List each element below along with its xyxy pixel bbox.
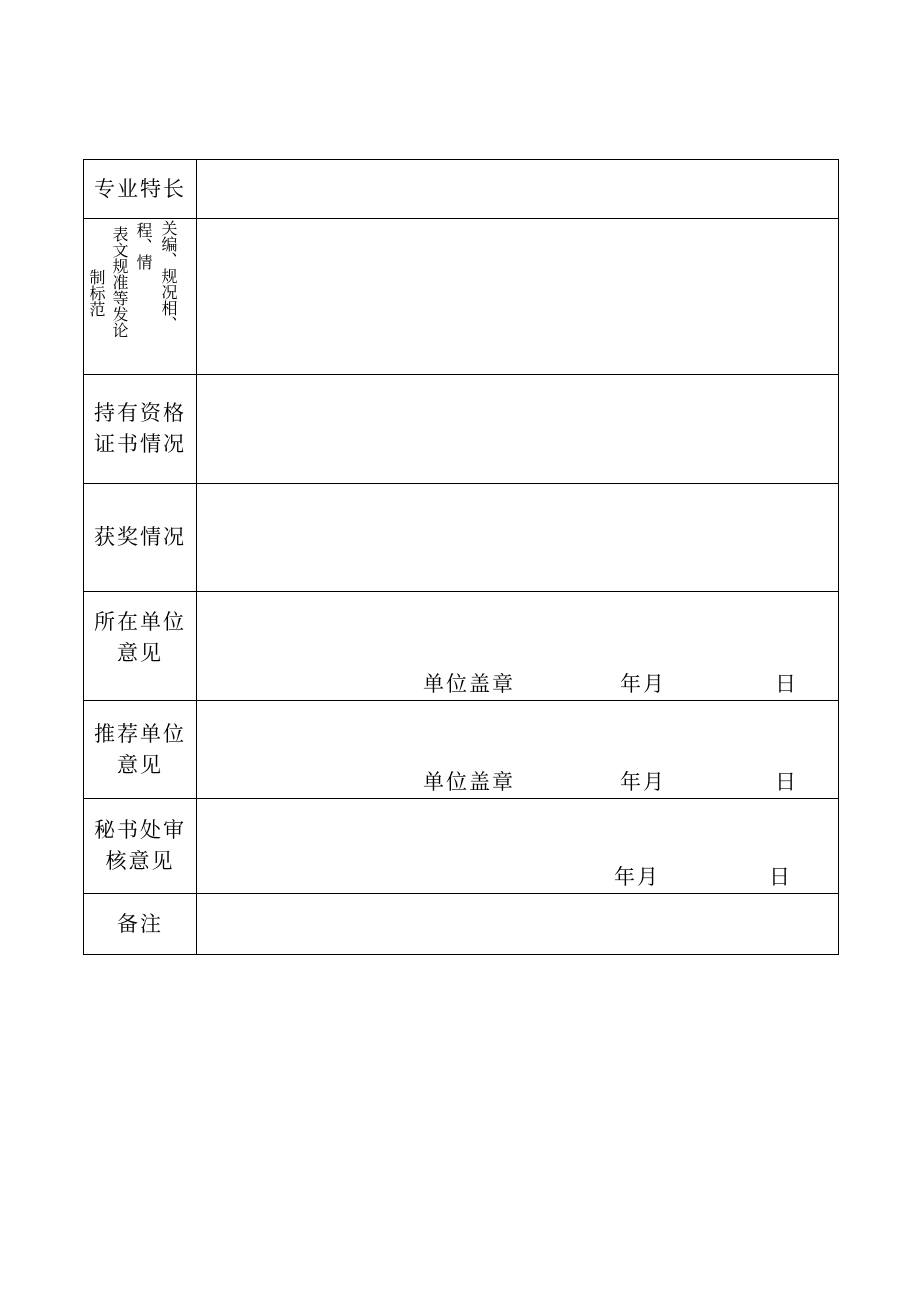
- application-form-table: [83, 159, 839, 955]
- label-certificates: 持有资格 证书情况: [94, 401, 186, 456]
- label-column-1: 制标范: [87, 269, 106, 317]
- label-standards-work: [84, 219, 196, 374]
- row-recommender-opinion: [84, 701, 839, 799]
- recommender-signature-line: [197, 766, 838, 796]
- label-cell-secretariat-review: [84, 799, 197, 894]
- employer-day-label: 日: [775, 672, 798, 696]
- label-cell-recommender-opinion: [84, 701, 197, 799]
- label-cell-employer-opinion: [84, 592, 197, 701]
- label-column-4: 关编、规况相、: [159, 220, 178, 332]
- secretariat-signature-line: [197, 861, 838, 891]
- label-remarks: 备注: [117, 911, 163, 936]
- employer-opinion-field[interactable]: [197, 592, 839, 701]
- awards-field[interactable]: [197, 484, 839, 592]
- label-employer-opinion: 所在单位 意见: [94, 610, 186, 665]
- certificates-field[interactable]: [197, 375, 839, 484]
- specialty-field[interactable]: [197, 160, 839, 219]
- label-cell-certificates: [84, 375, 197, 484]
- recommender-seal-label: 单位盖章: [423, 770, 515, 794]
- employer-signature-line: [197, 668, 838, 698]
- row-secretariat-review: [84, 799, 839, 894]
- label-column-3: 程、情: [134, 222, 153, 270]
- row-employer-opinion: [84, 592, 839, 701]
- label-cell-remarks: [84, 894, 197, 955]
- label-cell-specialty: [84, 160, 197, 219]
- label-awards: 获奖情况: [94, 525, 186, 549]
- row-awards: [84, 484, 839, 592]
- employer-year-month-label: 年月: [620, 672, 666, 696]
- secretariat-day-label: 日: [769, 865, 792, 889]
- secretariat-year-month-label: 年月: [614, 865, 660, 889]
- standards-work-field[interactable]: [197, 219, 839, 375]
- row-remarks: [84, 894, 839, 955]
- row-standards-work: [84, 219, 839, 375]
- label-specialty: 专业特长: [94, 176, 186, 201]
- row-specialty: [84, 160, 839, 219]
- label-column-2: 表文规准等发论: [110, 226, 129, 338]
- label-secretariat-review: 秘书处审 核意见: [94, 818, 186, 873]
- label-cell-standards-work: [84, 219, 197, 375]
- recommender-opinion-field[interactable]: [197, 701, 839, 799]
- recommender-day-label: 日: [775, 770, 798, 794]
- label-cell-awards: [84, 484, 197, 592]
- employer-seal-label: 单位盖章: [423, 672, 515, 696]
- row-certificates: [84, 375, 839, 484]
- secretariat-review-field[interactable]: [197, 799, 839, 894]
- remarks-field[interactable]: [197, 894, 839, 955]
- label-recommender-opinion: 推荐单位 意见: [94, 721, 186, 777]
- recommender-year-month-label: 年月: [620, 770, 666, 794]
